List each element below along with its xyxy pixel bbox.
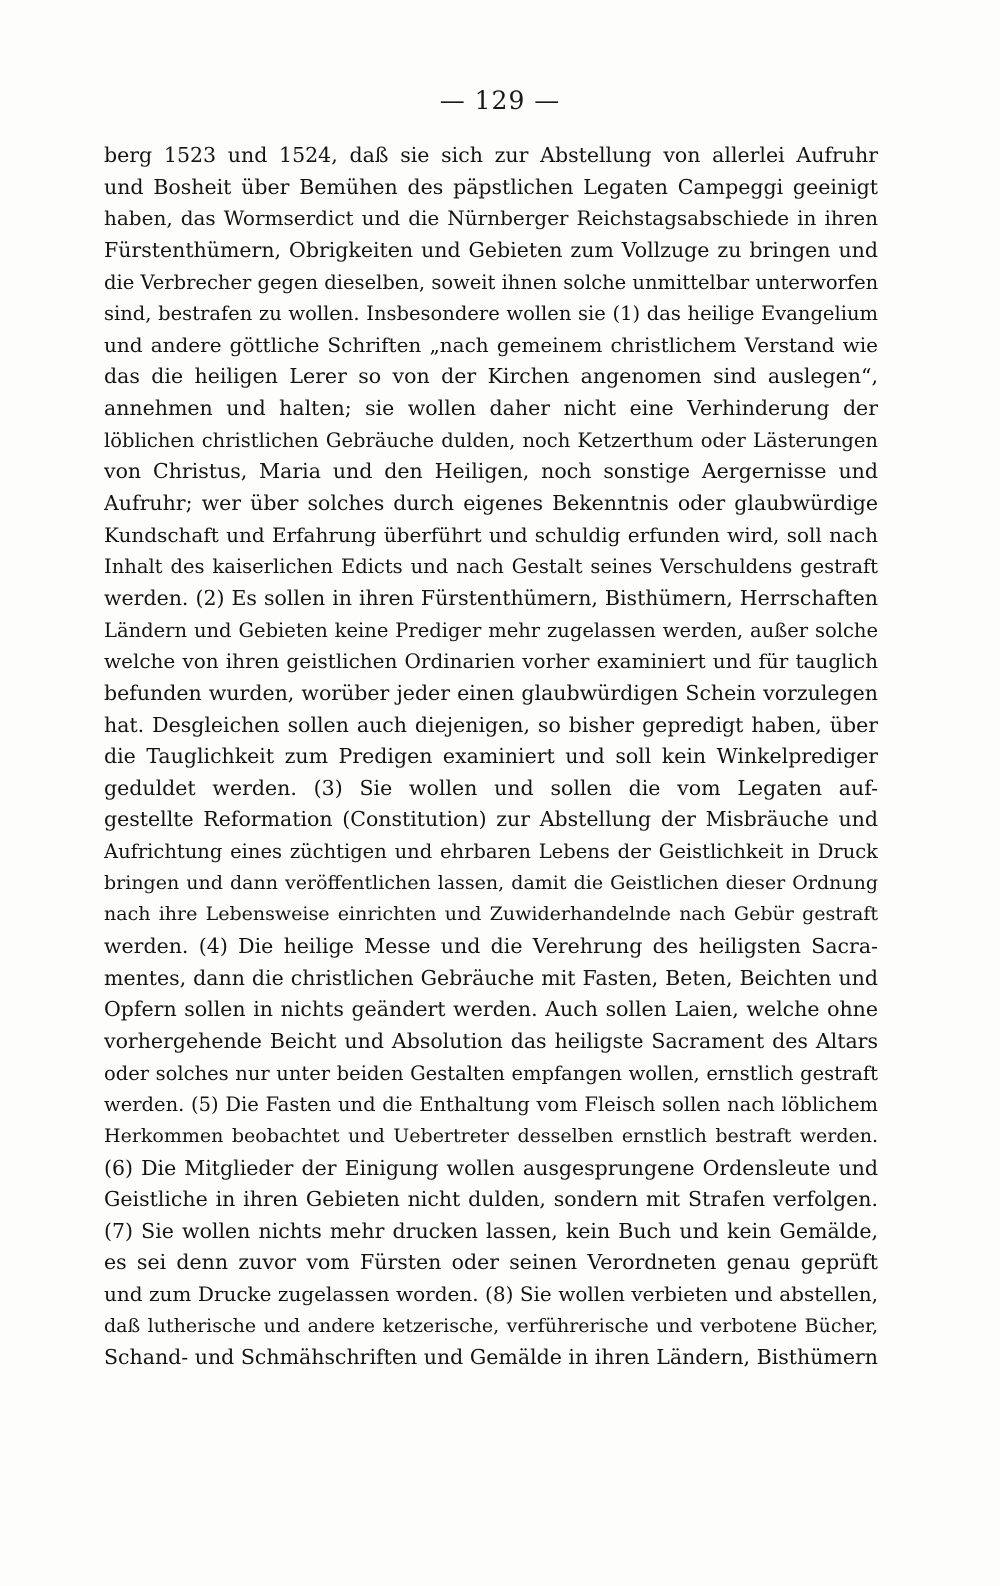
text-line: die Verbrecher gegen dieselben, soweit ihnen solche unmittelbar unterworfen [104, 270, 878, 294]
text-line: Aufrichtung eines züchtigen und ehrbaren Lebens der Geistlichkeit in Druck [104, 840, 878, 864]
text-line: annehmen und halten; sie wollen daher nicht eine Verhinderung der [104, 396, 878, 421]
text-line: (7) Sie wollen nichts mehr drucken lassen, kein Buch und kein Gemälde, [104, 1218, 878, 1243]
text-line: löblichen christlichen Gebräuche dulden, noch Ketzerthum oder Lästerungen [104, 428, 878, 452]
text-line: gestellte Reformation (Constitution) zur Abstellung der Misbräuche und [104, 807, 878, 832]
text-line: Opfern sollen in nichts geändert werden. Auch sollen Laien, welche ohne [104, 997, 878, 1022]
text-line: (6) Die Mitglieder der Einigung wollen ausgesprungene Ordensleute und [104, 1155, 878, 1180]
text-line: Herkommen beobachtet und Uebertreter desselben ernstlich bestraft werden. [104, 1124, 878, 1147]
text-line: die Tauglichkeit zum Predigen examiniert und soll kein Winkelprediger [104, 744, 878, 769]
text-line: von Christus, Maria und den Heiligen, noch sonstige Aergernisse und [104, 459, 878, 484]
page-number: — 129 — [439, 86, 561, 115]
text-line: es sei denn zuvor vom Fürsten oder seinen Verordneten genau geprüft [104, 1250, 878, 1275]
text-line: Kundschaft und Erfahrung überführt und schuldig erfunden wird, soll nach [104, 522, 878, 547]
text-line: Inhalt des kaiserlichen Edicts und nach Gestalt seines Verschuldens gestraft [104, 555, 878, 579]
text-line: Geistliche in ihren Gebieten nicht dulden, sondern mit Strafen verfolgen. [104, 1187, 878, 1212]
text-line: und Bosheit über Bemühen des päpstlichen Legaten Campeggi geeinigt [104, 174, 878, 199]
text-line: nach ihre Lebensweise einrichten und Zuwiderhandelnde nach Gebür gestraft [104, 903, 878, 926]
text-line: werden. (4) Die heilige Messe und die Verehrung des heiligsten Sacra- [104, 934, 878, 959]
text-line: werden. (5) Die Fasten und die Enthaltung vom Fleisch sollen nach löblichem [104, 1093, 878, 1117]
text-line: Ländern und Gebieten keine Prediger mehr zugelassen werden, außer solche [104, 618, 878, 642]
text-line: befunden wurden, worüber jeder einen glaubwürdigen Schein vorzulegen [104, 680, 878, 705]
text-line: das die heiligen Lerer so von der Kirchen angenomen sind auslegen“, [104, 364, 878, 389]
text-line: geduldet werden. (3) Sie wollen und sollen die vom Legaten auf- [104, 775, 878, 800]
text-line: vorhergehende Beicht und Absolution das heiligste Sacrament des Altars [104, 1028, 878, 1053]
text-line: haben, das Wormserdict und die Nürnberger Reichstagsabschiede in ihren [104, 206, 878, 231]
text-line: bringen und dann veröffentlichen lassen, damit die Geistlichen dieser Ordnung [104, 871, 878, 894]
text-line: Fürstenthümern, Obrigkeiten und Gebieten zum Vollzuge zu bringen und [104, 237, 878, 262]
text-line: und zum Drucke zugelassen worden. (8) Sie wollen verbieten und abstellen, [104, 1282, 878, 1307]
text-line: mentes, dann die christlichen Gebräuche mit Fasten, Beten, Beichten und [104, 965, 878, 990]
text-line: Schand- und Schmähschriften und Gemälde in ihren Ländern, Bisthümern [104, 1345, 878, 1370]
text-line: oder solches nur unter beiden Gestalten empfangen wollen, ernstlich gestraft [104, 1061, 878, 1085]
body-text [104, 140, 878, 1374]
text-line: berg 1523 und 1524, daß sie sich zur Abstellung von allerlei Aufruhr [104, 143, 878, 167]
text-line: hat. Desgleichen sollen auch diejenigen, so bisher gepredigt haben, über [104, 712, 878, 737]
text-line: daß lutherische und andere ketzerische, verführerische und verbotene Bücher, [104, 1314, 878, 1337]
text-line: welche von ihren geistlichen Ordinarien vorher examiniert und für tauglich [104, 649, 878, 674]
text-line: werden. (2) Es sollen in ihren Fürstenthümern, Bisthümern, Herrschaften [104, 585, 878, 610]
text-line: und andere göttliche Schriften „nach gemeinem christlichem Verstand wie [104, 332, 878, 357]
text-line: Aufruhr; wer über solches durch eigenes Bekenntnis oder glaubwürdige [104, 491, 878, 516]
text-line: sind, bestrafen zu wollen. Insbesondere wollen sie (1) das heilige Evangelium [104, 302, 878, 326]
